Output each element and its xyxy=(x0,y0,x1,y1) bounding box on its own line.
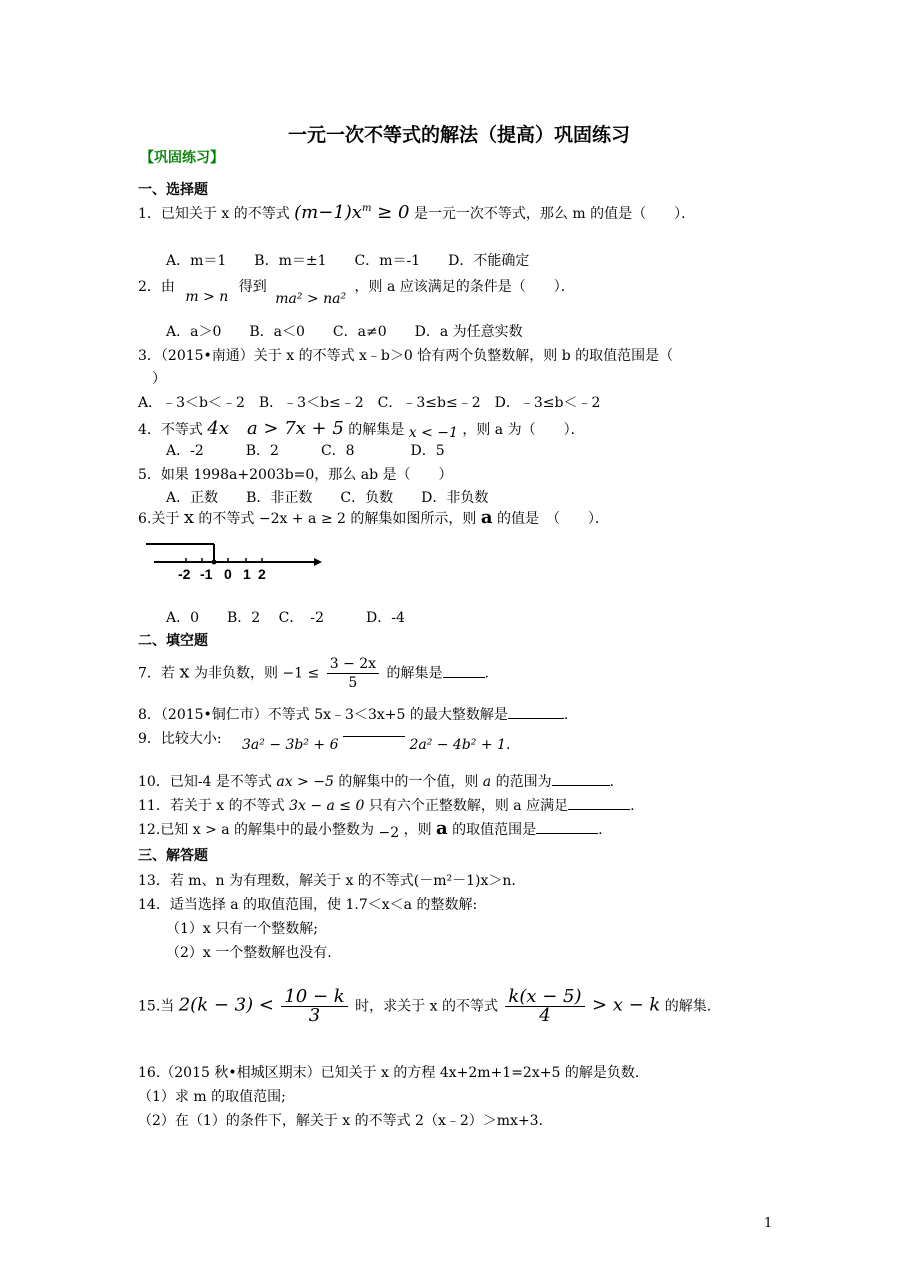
axis-label-0: 0 xyxy=(224,566,232,582)
axis-label-2: 2 xyxy=(258,566,266,582)
q10-answer-blank[interactable] xyxy=(552,771,610,786)
question-10 xyxy=(138,771,614,791)
q6-text-pre: 6.关于 xyxy=(138,511,180,527)
page-title: 一元一次不等式的解法（提高）巩固练习 xyxy=(288,124,631,146)
q7-text-post: 的解集是 xyxy=(386,665,443,682)
q5-options: A．正数 B．非正数 C．负数 D．非负数 xyxy=(166,490,489,506)
q10-var-a: a xyxy=(482,774,492,790)
question-9: 9．比较大小: xyxy=(138,731,222,747)
axis-label-neg2: -2 xyxy=(178,566,191,582)
section-heading-solve: 三、解答题 xyxy=(138,848,208,864)
q15-text-pre: 15.当 xyxy=(138,998,175,1015)
q1-text-pre: 1．已知关于 x 的不等式 xyxy=(138,206,290,222)
q11-end: . xyxy=(630,798,635,814)
question-15 xyxy=(138,988,711,1025)
axis-label-neg1: -1 xyxy=(200,566,213,582)
q15-fraction-2-numerator: k(x − 5) xyxy=(505,988,584,1007)
q16-sub-2: （2）在（1）的条件下，解关于 x 的不等式 2（x﹣2）＞mx+3. xyxy=(138,1113,544,1129)
q9-answer-blank[interactable] xyxy=(343,722,405,737)
q6-options: A．0 B．2 C． -2 D．-4 xyxy=(166,610,405,626)
page-number: 1 xyxy=(764,1216,773,1231)
q4-math: 4x a > 7x + 5 xyxy=(207,418,344,439)
q12-answer-blank[interactable] xyxy=(536,819,598,834)
section-heading-fill: 二、填空题 xyxy=(138,633,208,649)
q15-text-mid: 时，求关于 x 的不等式 xyxy=(355,998,498,1015)
q4-math-2: x < −1 xyxy=(408,425,458,441)
question-13: 13．若 m、n 为有理数，解关于 x 的不等式(－m²－1)x＞n. xyxy=(138,873,516,889)
q15-fraction-1 xyxy=(281,988,347,1025)
q4-text-mid: 的解集是 xyxy=(348,422,405,438)
q10-text-pre: 10．已知-4 是不等式 xyxy=(138,774,272,790)
q8-text: 8．（2015•铜仁市）不等式 5x﹣3＜3x+5 的最大整数解是 xyxy=(138,707,508,723)
question-11 xyxy=(138,795,635,815)
q8-end: . xyxy=(563,707,569,723)
q15-fraction-1-numerator: 10 − k xyxy=(281,988,347,1007)
question-3: 3．（2015•南通）关于 x 的不等式 x﹣b＞0 恰有两个负整数解，则 b 的取值范围是（ xyxy=(138,348,674,364)
q2-text-post: ，则 a 应该满足的条件是（ ）． xyxy=(354,279,575,295)
q7-text-mid: 为非负数，则 xyxy=(193,665,278,682)
q9-lhs: 3a² − 3b² + 6 xyxy=(242,737,339,753)
q6-text-mid: 的不等式 xyxy=(198,511,255,527)
q2-math-2: ma² > na² xyxy=(275,291,347,307)
question-16: 16.（2015 秋•相城区期末）已知关于 x 的方程 4x+2m+1=2x+5 的解是负数. xyxy=(138,1065,640,1081)
q1-options: A．m＝1 B．m＝±1 C．m＝-1 D．不能确定 xyxy=(166,253,530,269)
q4-options: A．-2 B．2 C．8 D．5 xyxy=(166,443,445,459)
question-6 xyxy=(138,507,609,528)
q11-math: 3x − a ≤ 0 xyxy=(289,798,365,814)
q15-fraction-1-denominator: 3 xyxy=(308,1005,321,1026)
q9-comparison xyxy=(242,734,510,753)
q7-fraction-denominator: 5 xyxy=(348,675,358,691)
q2-text-pre: 2．由 xyxy=(138,279,175,295)
question-14: 14．适当选择 a 的取值范围，使 1.7＜x＜a 的整数解: xyxy=(138,897,478,913)
q12-math-2: −2 xyxy=(378,825,400,841)
section-heading-choice: 一、选择题 xyxy=(138,182,208,198)
q15-text-post: 的解集. xyxy=(664,998,712,1015)
q15-fraction-2 xyxy=(505,988,584,1025)
q12-text-pre: 12.已知 xyxy=(138,822,189,838)
q15-lhs: 2(k − 3) < xyxy=(178,994,274,1016)
q1-text-post: 是一元一次不等式，那么 m 的值是（ ）． xyxy=(413,206,696,222)
q3-options: A．﹣3＜b＜﹣2 B．﹣3＜b≤﹣2 C．﹣3≤b≤﹣2 D．﹣3≤b＜﹣2 xyxy=(138,395,601,411)
q6-var-x: x xyxy=(183,507,194,528)
q6-var-a: a xyxy=(480,507,493,528)
q7-var-x: x xyxy=(179,661,190,683)
question-8 xyxy=(138,704,568,724)
q14-sub-1: （1）x 只有一个整数解; xyxy=(166,921,318,937)
question-2 xyxy=(138,276,575,307)
q9-end: . xyxy=(505,737,511,753)
q3-line-2: ） xyxy=(152,371,166,387)
q12-math: x > a xyxy=(192,822,230,838)
q7-text-pre: 7．若 xyxy=(138,665,175,682)
q7-fraction xyxy=(327,655,379,692)
question-4 xyxy=(138,414,585,440)
q6-text-post: 的解集如图所示，则 xyxy=(350,511,477,527)
q12-end: . xyxy=(598,822,603,838)
q2-options: A．a＞0 B．a＜0 C．a≠0 D．a 为任意实数 xyxy=(166,324,523,340)
q2-math-1: m > n xyxy=(185,289,229,305)
axis-label-1: 1 xyxy=(243,566,251,582)
q4-text-post: ，则 a 为（ ）． xyxy=(462,422,585,438)
q7-end: . xyxy=(484,665,489,682)
q1-math: $(m-1)x^m \ge 0$ xyxy=(294,202,410,223)
question-5: 5．如果 1998a+2003b=0，那么 ab 是（ ） xyxy=(138,467,453,483)
q12-text-mid: 的解集中的最小整数为 xyxy=(234,822,375,838)
question-7 xyxy=(138,655,489,692)
q6-math: −2x + a ≥ 2 xyxy=(258,511,346,527)
q9-rhs: 2a² − 4b² + 1 xyxy=(409,737,506,753)
q6-text-post2: 的值是 （ ）． xyxy=(496,511,609,527)
question-1 xyxy=(138,202,695,223)
question-12 xyxy=(138,818,603,839)
q12-text-post: 的取值范围是 xyxy=(452,822,537,838)
q10-text-post: 的范围为 xyxy=(495,774,552,790)
q8-answer-blank[interactable] xyxy=(508,704,564,719)
q10-text-mid: 的解集中的一个值，则 xyxy=(338,774,479,790)
q16-sub-1: （1）求 m 的取值范围; xyxy=(138,1089,286,1105)
q7-math-lhs: −1 ≤ xyxy=(282,665,320,682)
q15-fraction-2-denominator: 4 xyxy=(539,1005,551,1026)
q11-text-post: 只有六个正整数解，则 a 应满足 xyxy=(368,798,569,814)
q2-text-mid: 得到 xyxy=(238,279,267,295)
q4-text-pre: 4．不等式 xyxy=(138,422,203,438)
q14-sub-2: （2）x 一个整数解也没有. xyxy=(166,945,332,961)
q10-end: . xyxy=(609,774,615,790)
q12-text-mid2: ，则 xyxy=(403,822,432,838)
q7-fraction-numerator: 3 − 2x xyxy=(327,655,379,674)
q7-answer-blank[interactable] xyxy=(443,663,485,678)
q12-var-a: a xyxy=(436,818,448,839)
q10-math: ax > −5 xyxy=(276,774,334,790)
section-badge: 【巩固练习】 xyxy=(140,150,224,166)
q15-rhs: > x − k xyxy=(591,994,661,1016)
number-line-figure xyxy=(140,537,330,587)
q11-text-pre: 11．若关于 x 的不等式 xyxy=(138,798,285,814)
q11-answer-blank[interactable] xyxy=(568,795,630,810)
